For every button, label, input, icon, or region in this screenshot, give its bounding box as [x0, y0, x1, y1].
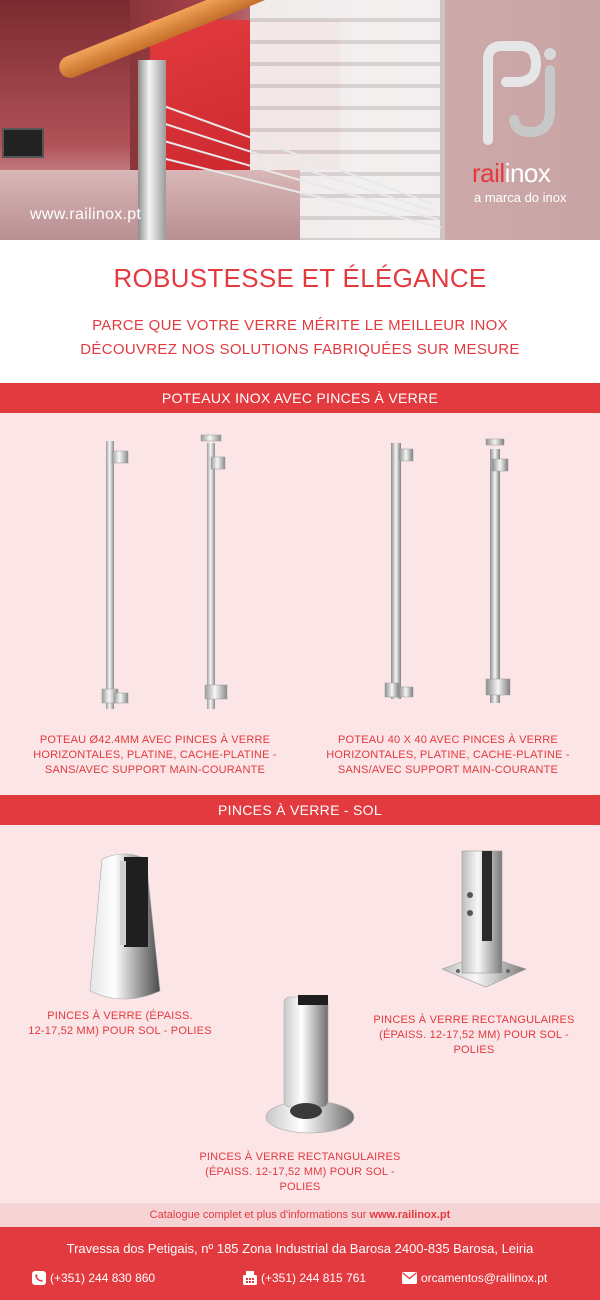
- company-address: Travessa dos Petigais, nº 185 Zona Industrial da Barosa 2400-835 Barosa, Leiria: [66, 1241, 534, 1256]
- section-heading-posts: POTEAUX INOX AVEC PINCES À VERRE: [0, 383, 600, 413]
- caption-line: POTEAU 40 X 40 AVEC PINCES À VERRE: [338, 734, 558, 746]
- catalogue-link[interactable]: www.railinox.pt: [369, 1209, 451, 1221]
- fax-icon: [243, 1271, 257, 1285]
- hero-banner: [0, 0, 600, 240]
- caption-line: SANS/AVEC SUPPORT MAIN-COURANTE: [44, 764, 266, 776]
- product-image-round-floor-clamp: [84, 851, 170, 1001]
- section-heading-floor-clamps: PINCES À VERRE - SOL: [0, 795, 600, 825]
- product-image-square-post-support: [478, 437, 518, 713]
- product-caption-round-post: [20, 733, 290, 778]
- product-caption-rect-floor-clamp: [190, 1150, 410, 1195]
- product-image-round-post: [98, 437, 138, 717]
- product-image-square-floor-clamp: [438, 847, 528, 997]
- product-caption-round-floor-clamp: [20, 1009, 220, 1039]
- caption-line: POLIES: [453, 1044, 495, 1056]
- caption-line: HORIZONTALES, PLATINE, CACHE-PLATINE -: [326, 749, 570, 761]
- caption-line: POLIES: [279, 1181, 321, 1193]
- product-image-square-post: [383, 439, 423, 709]
- caption-line: (ÉPAISS. 12-17,52 MM) POUR SOL -: [205, 1166, 395, 1178]
- intro-line-2: DÉCOUVREZ NOS SOLUTIONS FABRIQUÉES SUR MESURE: [80, 341, 520, 358]
- fax-number: (+351) 244 815 761: [261, 1271, 367, 1285]
- caption-line: PINCES À VERRE (ÉPAISS.: [47, 1010, 193, 1022]
- section-floor-clamps: [0, 825, 600, 1203]
- brand-inox: inox: [504, 158, 551, 188]
- email-address: orcamentos@railinox.pt: [421, 1271, 548, 1285]
- page-title: ROBUSTESSE ET ÉLÉGANCE: [113, 263, 487, 293]
- caption-line: HORIZONTALES, PLATINE, CACHE-PLATINE -: [33, 749, 277, 761]
- railinox-logo: [470, 40, 580, 205]
- phone-icon: [32, 1271, 46, 1285]
- footer: [0, 1227, 600, 1300]
- caption-line: PINCES À VERRE RECTANGULAIRES: [373, 1014, 575, 1026]
- hero-screen: [2, 128, 44, 158]
- caption-line: 12-17,52 MM) POUR SOL - POLIES: [28, 1025, 212, 1037]
- product-image-round-post-support: [195, 433, 235, 718]
- caption-line: PINCES À VERRE RECTANGULAIRES: [199, 1151, 401, 1163]
- product-caption-square-post: [306, 733, 590, 778]
- contact-fax[interactable]: [243, 1271, 366, 1285]
- contact-phone[interactable]: [32, 1271, 155, 1285]
- contact-email[interactable]: [402, 1271, 547, 1285]
- hero-post: [138, 60, 166, 240]
- envelope-icon: [402, 1272, 417, 1284]
- caption-line: SANS/AVEC SUPPORT MAIN-COURANTE: [337, 764, 559, 776]
- hero-url[interactable]: www.railinox.pt: [30, 206, 142, 223]
- caption-line: POTEAU Ø42.4MM AVEC PINCES À VERRE: [39, 734, 271, 746]
- intro-line-1: PARCE QUE VOTRE VERRE MÉRITE LE MEILLEUR INOX: [92, 317, 508, 334]
- catalogue-note: [0, 1203, 600, 1227]
- brand-rail: rail: [472, 158, 505, 188]
- caption-line: (ÉPAISS. 12-17,52 MM) POUR SOL -: [379, 1029, 569, 1041]
- product-caption-square-floor-clamp: [364, 1013, 584, 1058]
- brand-tagline: a marca do inox: [474, 190, 567, 205]
- phone-number: (+351) 244 830 860: [50, 1271, 156, 1285]
- brand-name: [472, 158, 550, 189]
- railinox-logo-mark: [480, 40, 570, 150]
- catalogue-text: Catalogue complet et plus d'informations sur: [149, 1209, 367, 1221]
- section-posts: [0, 413, 600, 795]
- product-image-rect-floor-clamp: [262, 989, 358, 1139]
